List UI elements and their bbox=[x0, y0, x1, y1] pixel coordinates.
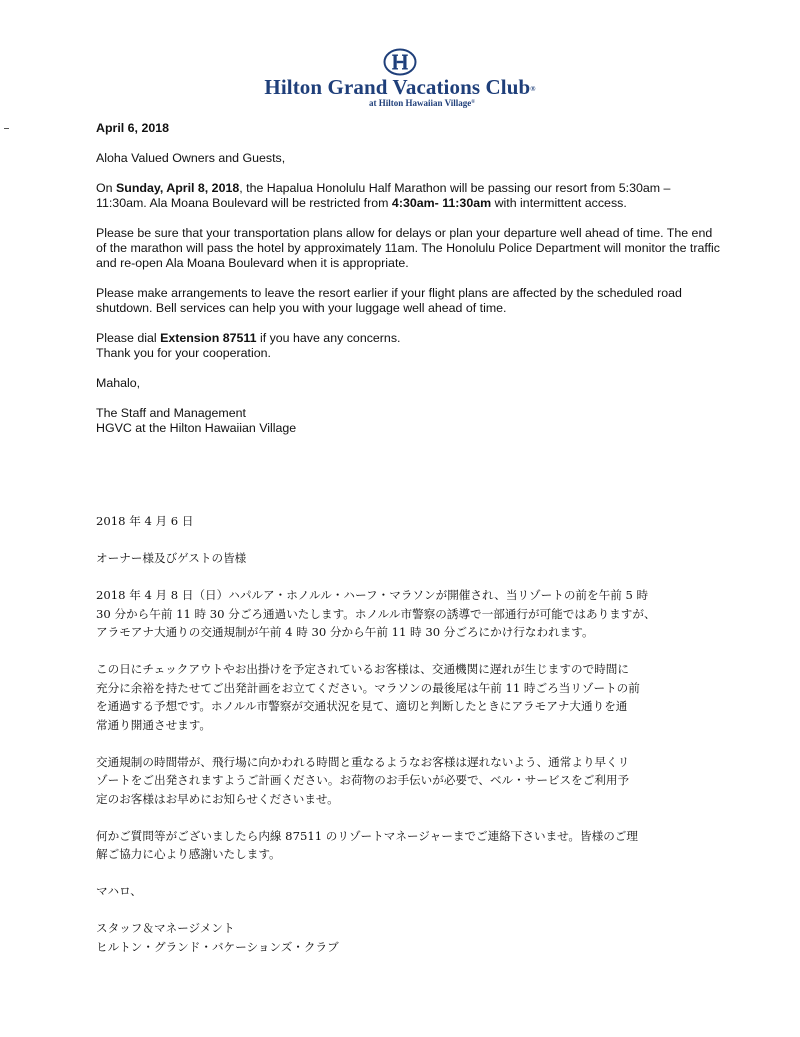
japanese-greeting: オーナー様及びゲストの皆様 bbox=[96, 551, 247, 565]
logo-subtitle: at Hilton Hawaiian Village® bbox=[368, 98, 475, 108]
japanese-paragraph-3: 交通規制の時間帯が、飛行場に向かわれる時間と重なるようなお客様は遅れないよう、通常より早くリ ゾートをご出発されますようご計画ください。お荷物のお手伝いが必要で、ベル・サービスをご利用予 定のお客様はお早めにお知らせくださいませ。 bbox=[96, 754, 630, 806]
english-greeting: Aloha Valued Owners and Guests, bbox=[96, 151, 286, 165]
japanese-paragraph-2: この日にチェックアウトやお出掛けを予定されているお客様は、交通機関に遅れが生じますので時間に 充分に余裕を持たせてご出発計画をお立てください。マラソンの最後尾は午前 11 時ごろ当リゾートの前 を通過する予想です。ホノルル市警察が交通状況を見て、適切と判断したときにアラモアナ大通りを通 常通り開通させます。 bbox=[96, 662, 640, 732]
logo-name: Hilton Grand Vacations Club® bbox=[264, 75, 536, 99]
japanese-closing: マハロ、 bbox=[96, 884, 142, 898]
english-signature-line-2: HGVC at the Hilton Hawaiian Village bbox=[96, 421, 297, 435]
japanese-paragraph-1: 2018 年 4 月 8 日（日）ハパルア・ホノルル・ハーフ・マラソンが開催され、当リゾートの前を午前 5 時 30 分から午前 11 時 30 分ごろ通過いたします。ホノルル市警察の誘導で一部通行が可能ではありますが、 アラモアナ大通りの交通規制が午前 4 時 30 分から午前 11 時 30 分ごろにかけ行なわれます。 bbox=[96, 588, 656, 639]
hilton-h-icon bbox=[383, 48, 417, 76]
margin-mark bbox=[4, 128, 9, 129]
japanese-signature-line-1: スタッフ＆マネージメント bbox=[96, 921, 235, 935]
japanese-signature-line-2: ヒルトン・グランド・バケーションズ・クラブ bbox=[96, 939, 339, 954]
english-date: April 6, 2018 bbox=[96, 121, 170, 135]
english-paragraph-3: Please make arrangements to leave the resort earlier if your flight plans are affected by the scheduled road shutdown. Bell services can help you with your luggage well ahead of time. bbox=[96, 286, 682, 315]
english-thanks: Thank you for your cooperation. bbox=[96, 346, 271, 360]
japanese-paragraph-4: 何かご質問等がございましたら内線 87511 のリゾートマネージャーまでご連絡下さいませ。皆様のご理 解ご協力に心より感謝いたします。 bbox=[96, 828, 638, 861]
japanese-date: 2018 年 4 月 6 日 bbox=[96, 514, 194, 528]
english-letter bbox=[96, 121, 721, 436]
english-paragraph-1: On Sunday, April 8, 2018, the Hapalua Honolulu Half Marathon will be passing our resort from 5:30am – 11:30am. Ala Moana Boulevard will be restricted from 4:30am- 11:30am with intermittent access. bbox=[96, 181, 671, 210]
english-paragraph-2: Please be sure that your transportation plans allow for delays or plan your departure well ahead of time. The end of the marathon will pass the hotel by approximately 11am. The Honolulu Police Department will monitor the traffic and re-open Ala Moana Boulevard when it is appropriate. bbox=[96, 226, 720, 270]
english-signature-line-1: The Staff and Management bbox=[96, 406, 246, 420]
english-paragraph-4: Please dial Extension 87511 if you have any concerns. bbox=[96, 331, 401, 345]
english-closing: Mahalo, bbox=[96, 376, 141, 390]
letterhead-logo bbox=[0, 48, 800, 108]
japanese-letter bbox=[96, 512, 726, 956]
